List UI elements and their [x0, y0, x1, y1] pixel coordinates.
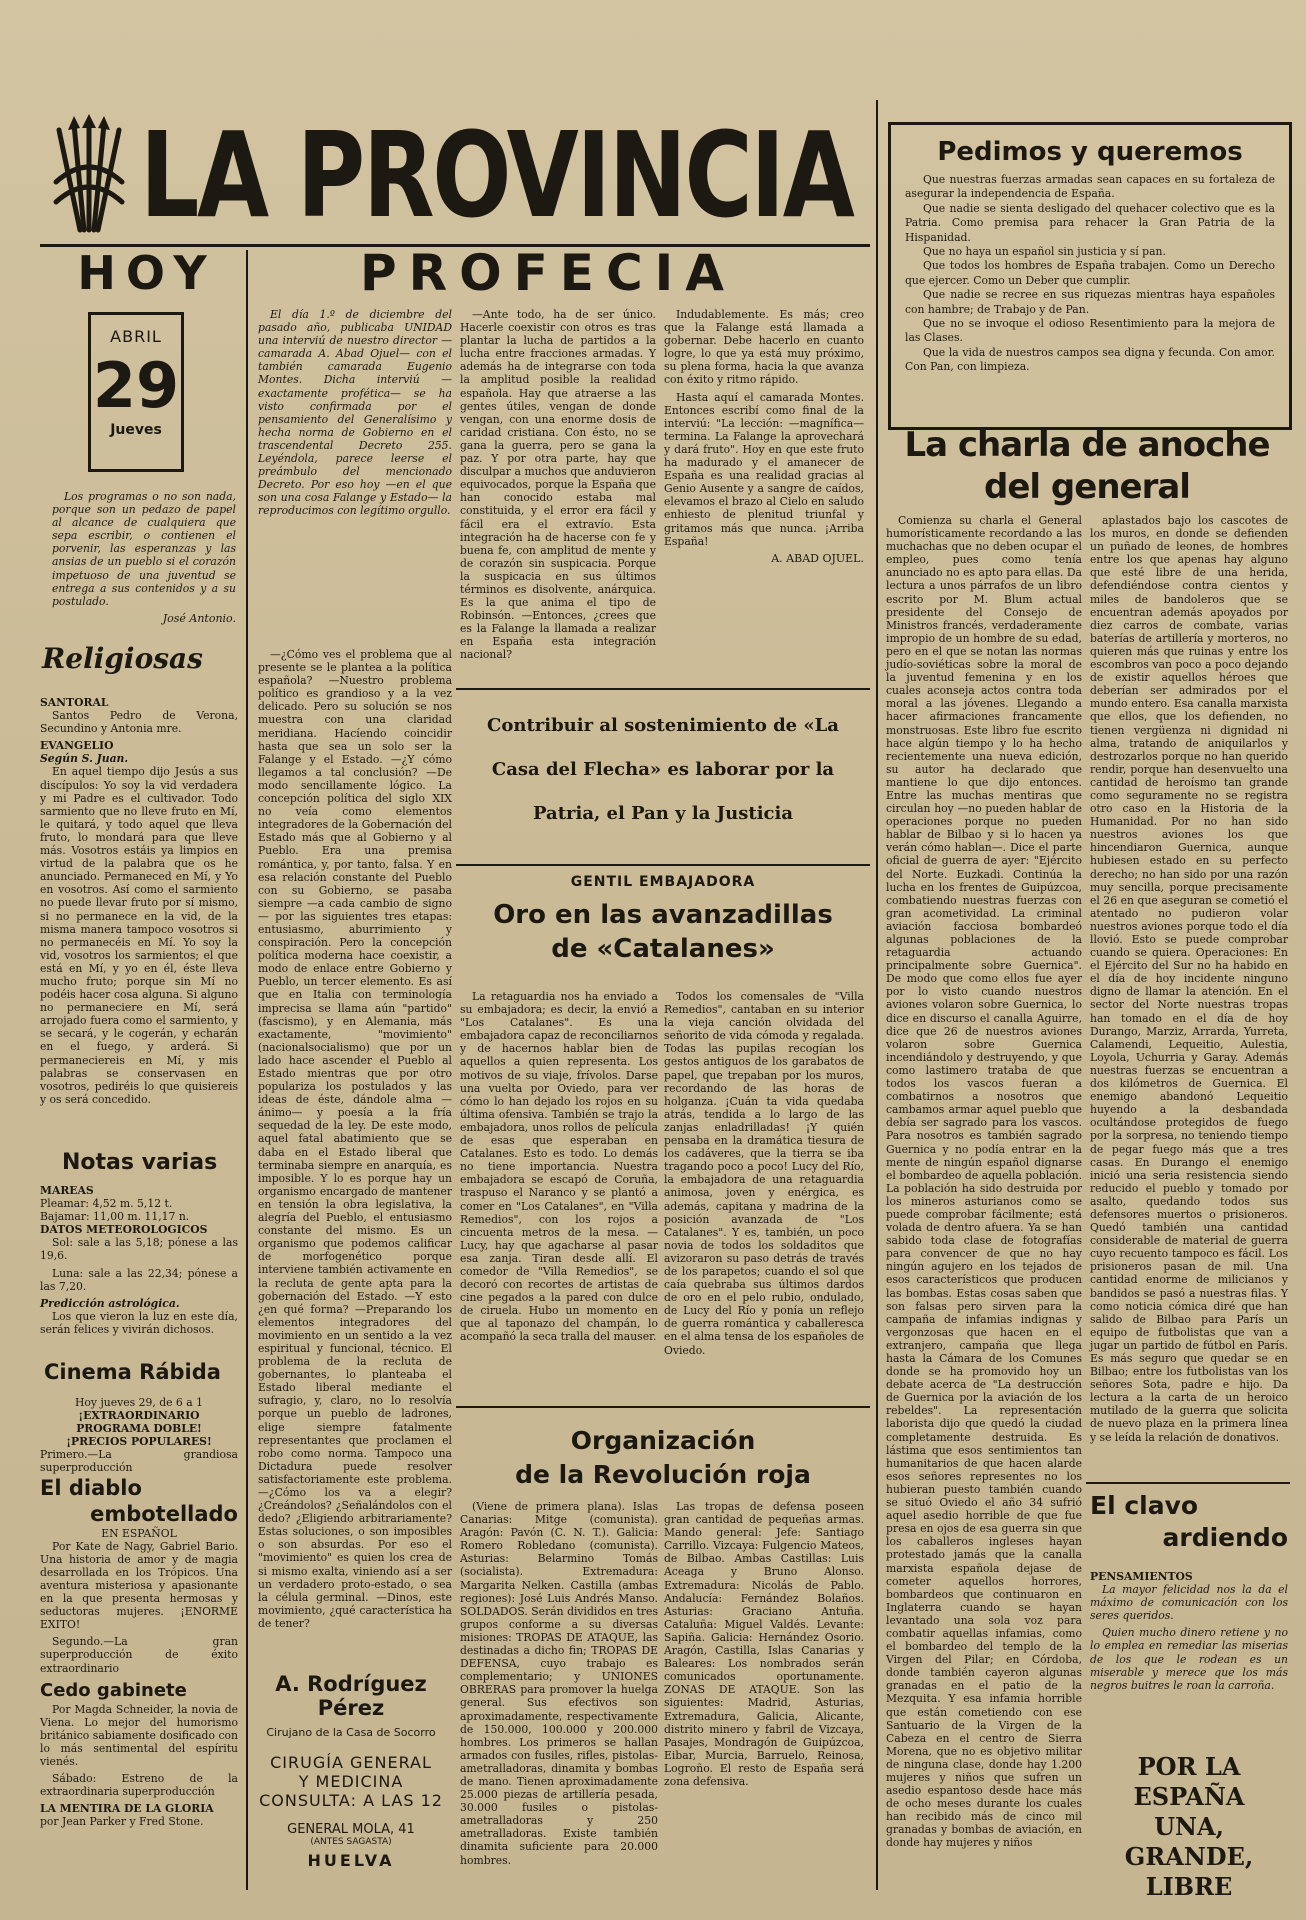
quote-author: José Antonio.: [162, 611, 236, 625]
film1-language: EN ESPAÑOL: [101, 1526, 177, 1540]
contribuir-block: [456, 704, 870, 836]
clavo-line-2: ardiendo: [1162, 1523, 1288, 1552]
charla-col-2: [1090, 514, 1288, 1476]
sabado-film: LA MENTIRA DE LA GLORIA: [40, 1802, 214, 1816]
sabado-text: Sábado: Estreno de la extraordinaria superproducción: [40, 1772, 238, 1799]
rule-oro-top: [456, 864, 870, 866]
ad-address: GENERAL MOLA, 41: [287, 1822, 415, 1837]
notas-column: [40, 1184, 238, 1354]
profecia-col-1: [258, 648, 452, 1668]
cinema-line-4: Primero.—La grandiosa superproducción: [40, 1448, 238, 1475]
religiosas-column: [40, 696, 238, 1156]
organizacion-line-2: de la Revolución roja: [515, 1460, 811, 1489]
charla-line-1: La charla de anoche: [904, 425, 1270, 465]
sol-text: Sol: sale a las 5,18; pónese a las 19,6.: [40, 1236, 238, 1263]
contribuir-line-1: Contribuir al sostenimiento de «La: [487, 715, 839, 736]
column-rule-2: [876, 100, 878, 1890]
profecia-col-1-text: —¿Cómo ves el problema que al presente se le plantea a la política española? —Nuestro problema político es grandioso y a la vez delicado. Pero su solución se nos muestra con una claridad meridiana. Hacíendo coincidir hasta que sea un solo ser la Falange y el Estado. —¿Y cómo llegamos a tal conclusión? —De modo sencillamente lógico. La concepción política del siglo XIX no veía como elementos integradores de la Gobernación del Estado más que al Gobierno y al Pueblo. Era una premisa romántica, y, por tanto, falsa. Y en esa relación constante del Pueblo con su Gobierno, se pasaba siempre —a cada cambio de signo— por las siguientes tres etapas: entusiasmo, aburrimiento y conspiración. Pero la concepción política moderna hace coexistir, a modo de enlace entre Gobierno y Pueblo, un tercer elemento. Es así que en Italia con terminología imprecisa se llama aún "partido" (fascismo), y en Alemania, más exactamente, "movimiento" (nacionalsocialismo) que por un lado hace ascender el Pueblo al Estado mientras que por otro populariza los postulados y las ideas de éste, dándole alma —ánimo— y poesía a la fría sequedad de la ley. De este modo, aquel fatal abatimiento que se daba en el Estado liberal que terminaba siempre en anarquía, es imposible. Y lo es porque hay un organismo encargado de mantener en tensión la obra legislativa, la alegría del Pueblo, el entusiasmo constante del mismo. Es un organismo que podemos calificar de morfogenético porque interviene también activamente en la recluta de gente apta para la gobernación del Estado. —Y esto ¿en qué forma? —Preparando los elementos integradores del movimiento en un sentido a la vez espiritual y funcional, técnico. El problema de la recluta de gobernantes, lo planteaba el Estado liberal mediante el sufragio, y, claro, no lo resolvía porque un pueblo de ladrones, elige siempre fatalmente representantes que proclamen el robo como norma. Tampoco una Dictadura puede resolver satisfactoriamente este problema. —¿Cómo los va a elegir? ¿Creándolos? ¿Señalándolos con el dedo? ¿Eligiendo arbitrariamente? Estas soluciones, o son imposibles o son absurdas. Por eso el "movimiento" es quien los crea de si mismo exalta, viniendo así a ser un verdadero proto-estado, o sea la célula germinal. —Dinos, este movimiento, ¿qué característica ha de tener?: [258, 648, 452, 1630]
prediccion-label: Predicción astrológica.: [40, 1296, 180, 1310]
oro-kicker: GENTIL EMBAJADORA: [570, 874, 756, 890]
slogan-line-1: POR LA ESPAÑA: [1133, 1752, 1245, 1811]
cinema-heading: Cinema Rábida: [44, 1360, 221, 1384]
charla-heading: [884, 424, 1290, 508]
religiosas-heading: Religiosas: [42, 642, 203, 675]
doctor-ad: [252, 1672, 450, 1898]
santoral-text: Santos Pedro de Verona, Secundino y Antonia mre.: [40, 709, 238, 736]
profecia-heading: PROFECIA: [360, 244, 736, 302]
profecia-intro-text: El día 1.º de diciembre del pasado año, publicaba UNIDAD una interviú de nuestro director —camarada A. Abad Ojuel— con el también camarada Eugenio Montes. Dicha interviú —exactamente profética— se ha visto confirmada por el pensamiento del Generalísimo y hecha norma de Gobierno en el trascendental Decreto 255. Leyéndola, parece leerse el preámbulo del mencionado Decreto. Por eso hoy —en el que son una cosa Falange y Estado— la reproducimos con legítimo orgullo.: [258, 308, 452, 518]
rule-organizacion-top: [456, 1406, 870, 1408]
pensamiento-1: La mayor felicidad nos la da el máximo de comunicación con los seres queridos.: [1090, 1583, 1288, 1623]
clavo-heading: [1090, 1490, 1288, 1554]
hoy-heading: HOY: [77, 246, 217, 300]
bajamar: Bajamar: 11,00 m. 11,17 n.: [40, 1210, 190, 1224]
sabado-cast: por Jean Parker y Fred Stone.: [40, 1815, 204, 1829]
film2-text: Por Magda Schneider, la novia de Viena. Lo mejor del humorismo británico sabiamente dosificado con lo más sentimental del espíritu vienés.: [40, 1702, 238, 1768]
slogan-line-2: UNA,: [1154, 1812, 1224, 1841]
charla-line-2: del general: [984, 467, 1190, 507]
organizacion-col-2-text: Las tropas de defensa poseen gran cantidad de pequeñas armas. Mando general: Jefe: Santiago Carrillo. Vizcaya: Fulgencio Mateos, de Bilbao. Ambas Castillas: Luis Aceaga y Bruno Alonso. Extremadura: Nicolás de Pablo. Andalucía: Fernández Bolaños. Asturias: Graciano Antuña. Cataluña: Miguel Valdés. Levante: Sapiña. Galicia: Hernández Osorio. Aragón, Castilla, Islas Canarias y Baleares: Los nombrados serán comunicados oportunamente. ZONAS DE ATAQUE. Son las siguientes: Madrid, Asturias, Extremadura, Galicia, Alicante, distrito minero y fabril de Vizcaya, Pasajes, Mondragón de Guipúzcoa, Eibar, Murcia, Barruelo, Reinosa, Logroño. El resto de España será zona defensiva.: [664, 1500, 864, 1788]
prediccion-text: Los que vieron la luz en este día, serán felices y vivirán dichosos.: [40, 1309, 238, 1336]
ad-address-note: (ANTES SAGASTA): [310, 1837, 392, 1847]
pedimos-box: [888, 122, 1292, 430]
oro-col-2: [664, 990, 864, 1392]
film1-title-b: embotellado: [90, 1501, 238, 1526]
profecia-col-2-text: —Ante todo, ha de ser único. Hacerle coexistir con otros es tras plantar la lucha de partidos a la lucha entre fracciones armadas. Y además ha de integrarse con toda la amplitud posible la realidad española. Hay que atraerse a las gentes útiles, vengan de donde vengan, con una enorme dosis de caridad cristiana. Con ésto, no se gana la guerra, pero se gana la paz. Y por otra parte, hay que disculpar a muchos que anduvieron equivocados, porque la España que han conocido estaba mal constituida, y el error era fácil y fácil era el extravío. Esta integración ha de hacerse con fe y buena fe, con amplitud de mente y de corazón sin suspicacia. Porque la suspicacia en sus últimos términos es disolvente, anárquica. Es la que anima el tipo de Robinsón. —Entonces, ¿crees que es la Falange la llamada a realizar en España esta integración nacional?: [460, 308, 656, 662]
pedimos-item: Que no haya un español sin justicia y sí pan.: [923, 245, 1166, 259]
column-rule-1: [246, 250, 248, 1890]
pedimos-heading: Pedimos y queremos: [937, 137, 1243, 167]
organizacion-col-1-text: (Viene de primera plana). Islas Canarias: Mitge (comunista). Aragón: Pavón (C. N. T.). Galicia: Romero Robledano (comunista). Asturias: Belarmino Tomás (socialista). Extremadura: Margarita Nelken. Castilla (ambas regiones): José Luis Andrés Manso. SOLDADOS. Serán divididos en tres grupos conforme a su diversas misiones: TROPAS DE ATAQUE, las destinadas a dicho fin; TROPAS DE DEFENSA, cuyo trabajo es complementario; y UNIONES OBRERAS para promover la huelga general. Sus efectivos son aproximadamente, respectivamente de 150.000, 100.000 y 200.000 hombres. Los primeros se hallan armados con fusiles, rifles, pistolas-ametralladoras, dinamita y bombas de mano. Tienen aproximadamente 25.000 piezas de artillería pesada, 30.000 fusiles o pistolas-ametralladoras y 250 ametralladoras. Existe también dinamita suficiente para 20.000 hombres.: [460, 1500, 658, 1867]
oro-col-1-text: La retaguardia nos ha enviado a su embajadora; es decir, la envió a "Los Catalanes". Es una embajadora capaz de reconciliarnos y de hacernos hablar bien de aquellos a quien representa. Los motivos de su viaje, frívolos. Darse una vuelta por Oviedo, para ver cómo lo han dejado los rojos en su última ofensiva. También se trajo la embajadora, unos rollos de película de esas que esperaban en Catalanes. Esto es todo. Lo demás no tiene importancia. Nuestra embajadora se escapó de Coruña, traspuso el Naranco y se plantó a comer en "Los Catalanes", en "Villa Remedios", con los rojos a cincuenta metros de la mesa. —Lucy, hay que agacharse al pasar esa zanja. Tiran desde allí. El comedor de "Villa Remedios", se decoró con recortes de artistas de cine pegados a la pared con dulce de ciruela. Hubo un momento en que al taponazo del champán, lo acompañó la seca tralla del mauser.: [460, 990, 658, 1344]
clavo-line-1: El clavo: [1090, 1491, 1199, 1520]
yoke-and-arrows-icon: [44, 112, 134, 237]
oro-line-1: Oro en las avanzadillas: [493, 900, 833, 930]
pensamientos-label: PENSAMIENTOS: [1090, 1570, 1193, 1583]
luna-text: Luna: sale a las 22,34; pónese a las 7,20.: [40, 1266, 238, 1293]
pedimos-item: Que todos los hombres de España trabajen. Como un Derecho que ejercer. Como un Deber que cumplir.: [905, 259, 1275, 287]
date-box: [88, 312, 184, 472]
ad-subtitle: Cirujano de la Casa de Socorro: [266, 1726, 436, 1739]
rule-clavo-top: [1086, 1482, 1290, 1484]
profecia-intro: [258, 308, 452, 638]
organizacion-heading: [456, 1424, 870, 1492]
oro-col-2-text: Todos los comensales de "Villa Remedios", cantaban en su interior la vieja canción olvidada del señorito de vida cómoda y regalada. Todas las pupilas recogían los gestos antiguos de los garabatos de papel, que trepaban por los muros, recordando de las horas de holganza. ¡Cuán ta vida quedaba atrás, tendida a lo largo de las zanjas enladrilladas! ¡Y quién pensaba en la dramática tiesura de los cadáveres, que la tierra se iba tragando poco a poco! Lucy del Río, la embajadora de una retaguardia animosa, joven y enérgica, es además, capitana y madrina de la posición avanzada de "Los Catalanes". Y es, también, un poco novia de todos los soldaditos que avizoraron su paso detrás de través de los parapetos; cuando el sol que caía quebraba sus últimos dardos de oro en el pelo rubio, ondulado, de Lucy del Río y ponía un reflejo de guerra romántica y caballeresca en el alma tensa de los españoles de Oviedo.: [664, 990, 864, 1357]
pedimos-list: [891, 167, 1289, 375]
slogan-line-4: LIBRE: [1145, 1872, 1233, 1901]
pedimos-item: Que no se invoque el odioso Resentimiento para la mejora de las Clases.: [905, 317, 1275, 345]
quote-text: Los programas o no son nada, porque son un pedazo de papel al alcance de cualquiera que sepa escribir, o contienen el porvenir, las esperanzas y las ansias de un pueblo si el corazón impetuoso de una juventud se entrega a sus contenidos y a su postulado.: [52, 490, 236, 608]
evangelio-source: Según S. Juan.: [40, 752, 129, 766]
oro-line-2: de «Catalanes»: [551, 934, 775, 964]
profecia-col-3-text: Indudablemente. Es más; creo que la Falange está llamada a gobernar. Debe hacerlo en cuanto logre, lo que ya está muy próximo, su plena forma, hacia la que avanza con éxito y ritmo rápido.: [664, 308, 864, 387]
meteo-label: DATOS METEOROLOGICOS: [40, 1223, 208, 1237]
evangelio-text: En aquel tiempo dijo Jesús a sus discípulos: Yo soy la vid verdadera y mi Padre es el cultivador. Todo sarmiento que no lleve fruto en Mí, le quitará, y todo aquel que lleva fruto, lo mondará para que lleve más. Vosotros estáis ya limpios en virtud de la palabra que os he anunciado. Permaneced en Mí, y Yo en vosotros. Así como el sarmiento no puede llevar fruto por sí mismo, si no permanece en la vid, de la misma manera tampoco vosotros si no permanecéis en Mí. Yo soy la vid, vosotros los sarmientos; el que está en Mí, y yo en él, éste lleva mucho fruto; porque sin Mí no podéis hacer cosa alguna. Si alguno no permaneciere en Mí, será arrojado fuera como el sarmiento, y se secará, y le cogerán, y echarán en el fuego, y arderá. Si permaneciereis en Mí, y mis palabras se conservasen en vosotros, pediréis lo que quisiereis y os será concedido.: [40, 765, 238, 1106]
pleamar: Pleamar: 4,52 m. 5,12 t.: [40, 1197, 173, 1211]
charla-col-2-text: aplastados bajo los cascotes de los muros, en donde se defienden un puñado de leones, de hombres entre los que apenas hay alguno que esté libre de una herida, defendiéndose contra cientos y miles de bandoleros que se encuentran además apoyados por diez carros de combate, varias baterías de artillería y morteros, no quieren más que ruinas y entre los escombros van poco a poco dejando de existir aquellos héroes que deberían ser admirados por el mundo entero. Esa canalla marxista que ellos, que los defienden, no tienen vergüenza ni dignidad ni alma, tratando de aniquilarlos y destrozarlos porque no han querido rendir, porque han desenvuelto una cantidad de heroísmo tan grande como seguramente no se registra otro caso en la Historia de la Humanidad. Por no han sido nuestros aviones los que hincendiaron Guernica, aunque hubiesen estado en su perfecto derecho; no han sido por una razón muy sencilla, porque precisamente el 26 en que aseguran se cometió el atentado no pudieron volar nuestros aviones porque todo el día llovió. Esto se puede comprobar cuando se quiera. Operaciones: En el Ejército del Sur no ha habido en el día de hoy incidente ninguno digno de llamar la atención. En el sector del Norte nuestras tropas han tomado en el día de hoy Durango, Marziz, Arrarda, Yurreta, Calamendi, Lequeitio, Aulestia, Loyola, Uchurria y Garay. Además nuestras fuerzas se encuentran a dos kilómetros de Guernica. El enemigo abandonó Lequeitio huyendo a la desbandada ocultándose protegidos de fuego por la sorpresa, no teniendo tiempo de pegar fuego más que a tres casas. En Durango el enemigo inició una seria resistencia siendo reducido el pueblo y tomado por asalto, quedando todos sus defensores muertos o prisioneros. Quedó también una cantidad considerable de material de guerra cuyo recuento tampoco es fácil. Los prisioneros pasan de mil. Una cantidad enorme de milicianos y bandidos se pasó a nuestras filas. Y como noticia cómica diré que han salido de Bilbao para París un equipo de futbolistas que van a jugar un partido de fútbol en París. Es más seguro que quedar se en Bilbao; entre los futbolistas van los señores Sota, padre e hijo. Da lectura a la carta de un heroico mutilado de la guerra que solicita de nuevo plaza en la primera línea y se leída la relación de donativos.: [1090, 514, 1288, 1444]
masthead-title: LA PROVINCIA: [140, 106, 853, 244]
cinema-line-1: Hoy jueves 29, de 6 a 1: [75, 1396, 203, 1409]
cinema-column: [40, 1396, 238, 1896]
notas-heading: Notas varias: [62, 1150, 218, 1175]
clavo-column: [1090, 1570, 1288, 1740]
pedimos-item: Que nadie se recree en sus riquezas mientras haya españoles con hambre; de Trabajo y de Pan.: [905, 288, 1275, 316]
profecia-col-3b-text: Hasta aquí el camarada Montes. Entonces escribí como final de la interviú: "La lección: —magnífica— termina. La Falange la aprovechará y dará fruto". Hoy en que este fruto ha madurado y el amanecer de España es una realidad gracias al Genio Ausente y a sangre de caídos, elevamos el brazo al Cielo en saludo enhiesto de plenitud triunfal y gritamos más que nunca. ¡Arriba España!: [664, 390, 864, 548]
pedimos-item: Que nadie se sienta desligado del quehacer colectivo que es la Patria. Como premisa para rehacer la Gran Patria de la Hispanidad.: [905, 201, 1275, 244]
mareas-label: MAREAS: [40, 1184, 94, 1197]
film1-text: Por Kate de Nagy, Gabriel Bario. Una historia de amor y de magia desarrollada en los Trópicos. Una aventura misteriosa y apasionante en la que presenta hermosas y seductoras mujeres. ¡ENORME EXITO!: [40, 1539, 238, 1632]
film2-intro: Segundo.—La gran superproducción de éxito extraordinario: [40, 1635, 238, 1675]
ad-line-1: CIRUGÍA GENERAL: [270, 1753, 432, 1772]
film1-title-a: El diablo: [40, 1475, 142, 1500]
cinema-line-2: ¡EXTRAORDINARIO PROGRAMA DOBLE!: [76, 1409, 202, 1436]
jose-antonio-quote: [52, 490, 236, 625]
pensamiento-2: Quien mucho dinero retiene y no lo emplea en remediar las miserias de los que le rodean es un miserable y merece que los más negros buitres le roan la carroña.: [1090, 1626, 1288, 1692]
pedimos-item: Que la vida de nuestros campos sea digna y fecunda. Con amor. Con Pan, con limpieza.: [905, 345, 1275, 374]
organizacion-line-1: Organización: [570, 1426, 756, 1455]
profecia-col-2: [460, 308, 656, 668]
date-month: ABRIL: [110, 327, 162, 346]
ad-name: A. Rodríguez Pérez: [275, 1672, 427, 1720]
charla-col-1: [886, 514, 1082, 1898]
contribuir-line-2: Casa del Flecha» es laborar por la: [491, 759, 835, 780]
profecia-signature: A. ABAD OJUEL.: [771, 551, 864, 565]
oro-heading: [456, 874, 870, 966]
ad-line-3: CONSULTA: A LAS 12: [259, 1791, 443, 1810]
ad-city: HUELVA: [307, 1851, 395, 1870]
cinema-line-3: ¡PRECIOS POPULARES!: [66, 1435, 212, 1449]
profecia-col-3: [664, 308, 864, 668]
organizacion-col-1: [460, 1500, 658, 1900]
ad-line-2: Y MEDICINA: [298, 1772, 404, 1791]
slogan-line-3: GRANDE,: [1124, 1842, 1254, 1871]
pedimos-item: Que nuestras fuerzas armadas sean capaces en su fortaleza de asegurar la independencia de España.: [905, 173, 1275, 201]
rule-contribuir-top: [456, 688, 870, 690]
organizacion-col-2: [664, 1500, 864, 1900]
charla-col-1-text: Comienza su charla el General humorísticamente recordando a las muchachas que no deben ocupar el empleo, pues como tenía anunciado no es apto para ellas. Da lectura a unos párrafos de un libro escrito por M. Blum actual presidente del Consejo de Ministros francés, verdaderamente impropio de un hombre de su edad, pero en el que se notan las normas judío-soviéticas sobre la moral de la juventud femenina y en los cuales aconseja actos contra toda moral a las jóvenes. Llegando a hacer afirmaciones francamente monstruosas. Este libro fue escrito hace algún tiempo y lo ha hecho recientemente una nueva edición, su autor ha declarado que mantiene lo que dijo entonces. Entre las muchas mentiras que circulan hoy —no pueden hablar de operaciones porque no pueden hablar de Bilbao y si lo hacen ya verán cómo hablan—. Dice el parte oficial de guerra de ayer: "Ejército del Norte. Euzkadi. Continúa la lucha en los frentes de Guipúzcoa, combatiendo nuestras fuerzas con gran acometividad. La criminal aviación facciosa bombardeó algunas poblaciones de la retaguardia actuando principalmente sobre Guernica". De modo que como ellos fue ayer por lo visto cuando nuestros aviones volaron sobre Guernica, lo dice en discurso el canalla Aguirre, dice que 26 de nuestros aviones volaron sobre Guernica incendiándolo y destruyendo, y que como lastimero trataba de que todos los vascos fueran a combatirnos a nosotros que cambamos armar aquel pueblo que debía ser sagrado para los vascos. Para nosotros es también sagrado Guernica y no podía entrar en la mente de ningún español dignarse el bombardeo de aquella población. La población ha sido destruida por los mineros asturianos como se puede comprobar fácilmente; está volada de dentro afuera. Ya se han sabido toda clase de fotografías para convencer de que no hay ningún agujero en los tejados de esos característicos que producen las bombas. Estas cosas saben que son falsas pero sirven para la campaña de infamias indignas y vergonzosas que hacen en el extranjero, campaña que llega hasta la Cámara de los Comunes donde se ha promovido hoy un debate acerca de "La destrucción de Guernica por la aviación de los rebeldes". La representación laborista dijo que quedó la ciudad completamente destruida. Es lástima que esos sentimientos tan humanitarios de que hacen alarde esos señores representes no los hubieran puesto también cuando se situó Oviedo el año 34 sufrió aquel asedio horrible de que fue presa en ojos de esa guerra sin que los caballeros ingleses hayan protestado jamás que la canalla marxista española dejase de cometer aquellos horrores, bombardeos que continuaron en Inglaterra cuando se hayan levantado una sola voz para combatir aquellas infamias, como el bombardeo del templo de la Virgen del Pilar; en Córdoba, donde también cayeron algunas granadas en el patio de la Mezquita. Y esa infamia horrible que están cometiendo con ese Santuario de la Virgen de la Cabeza en el centro de Sierra Morena, que no es objetivo militar de ninguna clase, donde hay 1.200 mujeres y niños que sufren un asedio espantoso desde hace más de ocho meses durante los cuales han recibido más de cinco mil granadas y bombas de aviación, en donde hay mujeres y niños: [886, 514, 1082, 1850]
film2-title: Cedo gabinete: [40, 1679, 187, 1701]
evangelio-label: EVANGELIO: [40, 739, 114, 753]
santoral-label: SANTORAL: [40, 696, 109, 709]
slogan-block: [1090, 1752, 1288, 1902]
contribuir-line-3: Patria, el Pan y la Justicia: [532, 803, 793, 824]
date-day: 29: [92, 349, 180, 422]
date-weekday: Jueves: [110, 422, 162, 438]
oro-col-1: [460, 990, 658, 1392]
